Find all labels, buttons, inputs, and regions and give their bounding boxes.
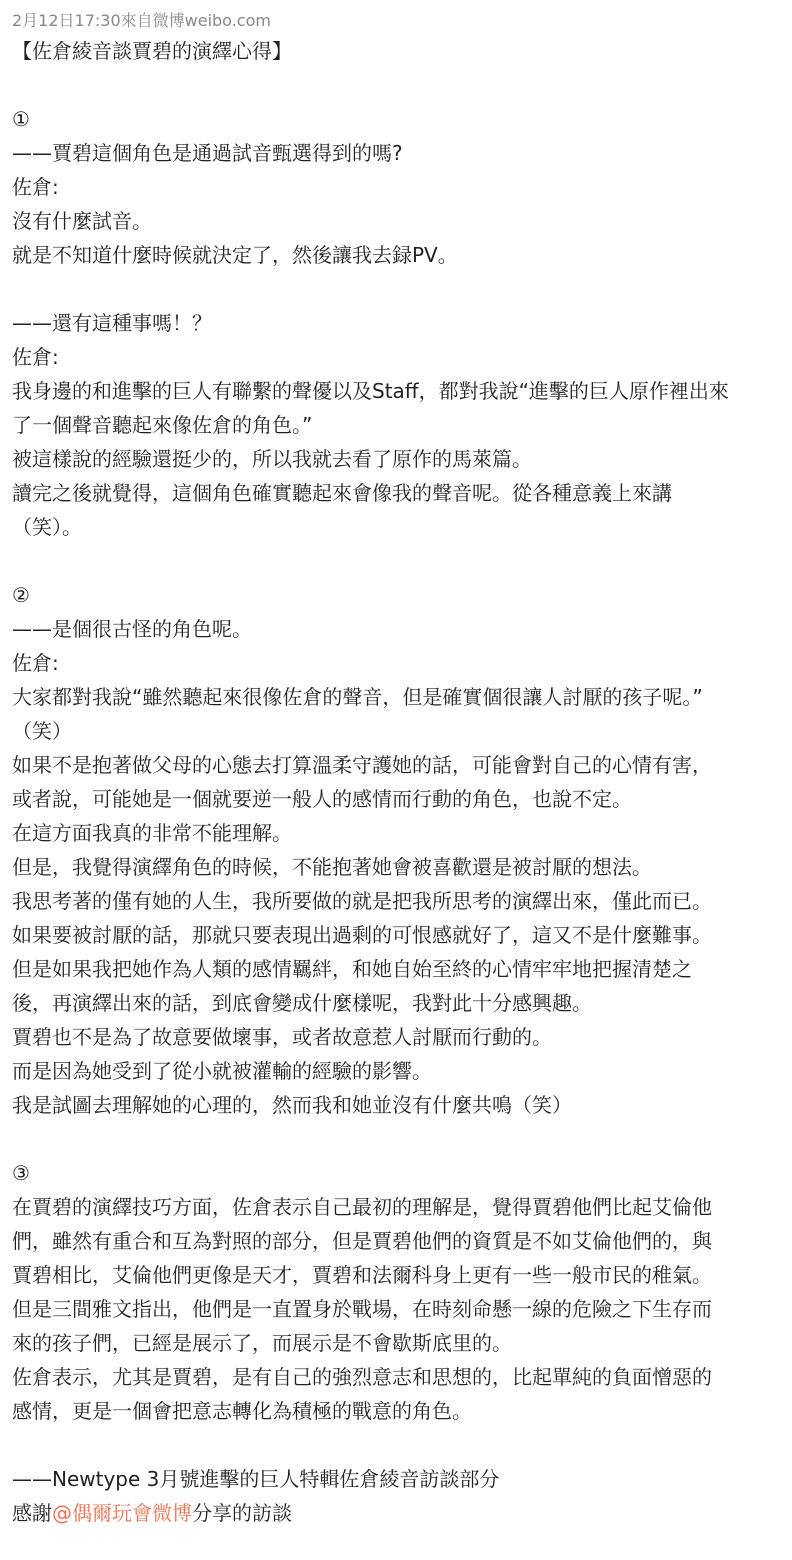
- source-line: ——Newtype 3月號進擊的巨人特輯佐倉綾音訪談部分: [12, 1467, 500, 1491]
- thanks-prefix: 感謝: [12, 1501, 52, 1525]
- blank-line: [12, 544, 780, 578]
- answer-line: 或者說，可能她是一個就要逆一般人的感情而行動的角色，也說不定。: [12, 787, 632, 811]
- answer-line: （笑）: [12, 719, 72, 743]
- answer-line: 沒有什麼試音。: [12, 209, 152, 233]
- answer-line: 後，再演繹出來的話，到底會變成什麼樣呢，我對此十分感興趣。: [12, 991, 592, 1015]
- answer-line: 我思考著的僅有她的人生，我所要做的就是把我所思考的演繹出來，僅此而已。: [12, 889, 712, 913]
- answer-line: （笑）。: [12, 515, 82, 539]
- question-line: ——還有這種事嗎！？: [12, 311, 212, 335]
- answer-line: 但是，我覺得演繹角色的時候，不能抱著她會被喜歡還是被討厭的想法。: [12, 855, 652, 879]
- section-marker-2: ②: [12, 583, 30, 607]
- answer-line: 我身邊的和進擊的巨人有聯繫的聲優以及Staff，都對我說“進擊的巨人原作裡出來: [12, 379, 729, 403]
- answer-line: 大家都對我說“雖然聽起來很像佐倉的聲音，但是確實個很讓人討厭的孩子呢。”: [12, 685, 703, 709]
- answer-line: 被這樣說的經驗還挺少的，所以我就去看了原作的馬萊篇。: [12, 447, 532, 471]
- answer-line: 讀完之後就覺得，這個角色確實聽起來會像我的聲音呢。從各種意義上來講: [12, 481, 672, 505]
- answer-line: 而是因為她受到了從小就被灌輸的經驗的影響。: [12, 1059, 432, 1083]
- speaker-label: 佐倉:: [12, 651, 59, 675]
- question-line: ——是個很古怪的角色呢。: [12, 617, 252, 641]
- body-line: 在賈碧的演繹技巧方面，佐倉表示自己最初的理解是，覺得賈碧他們比起艾倫他: [12, 1195, 712, 1219]
- body-line: 佐倉表示，尤其是賈碧，是有自己的強烈意志和思想的，比起單純的負面憎惡的: [12, 1365, 712, 1389]
- blank-line: [12, 1428, 780, 1462]
- answer-line: 了一個聲音聽起來像佐倉的角色。”: [12, 413, 313, 437]
- answer-line: 就是不知道什麼時候就決定了，然後讓我去録PV。: [12, 243, 458, 267]
- answer-line: 如果要被討厭的話，那就只要表現出過剩的可恨感就好了，這又不是什麼難事。: [12, 923, 712, 947]
- speaker-label: 佐倉:: [12, 175, 59, 199]
- answer-line: 我是試圖去理解她的心理的，然而我和她並沒有什麼共鳴（笑）: [12, 1093, 572, 1117]
- section-marker-3: ③: [12, 1161, 30, 1185]
- answer-line: 如果不是抱著做父母的心態去打算溫柔守護她的話，可能會對自己的心情有害，: [12, 753, 712, 777]
- answer-line: 但是如果我把她作為人類的感情羈絆，和她自始至終的心情牢牢地把握清楚之: [12, 957, 692, 981]
- thanks-line: [12, 1496, 780, 1530]
- answer-line: 在這方面我真的非常不能理解。: [12, 821, 292, 845]
- post-body: [12, 34, 780, 1530]
- user-mention-link[interactable]: @偶爾玩會微博: [52, 1501, 192, 1525]
- body-line: 們，雖然有重合和互為對照的部分，但是賈碧他們的資質是不如艾倫他們的，與: [12, 1229, 712, 1253]
- answer-line: 賈碧也不是為了故意要做壞事，或者故意惹人討厭而行動的。: [12, 1025, 552, 1049]
- thanks-suffix: 分享的訪談: [192, 1501, 292, 1525]
- body-line: 賈碧相比，艾倫他們更像是天才，賈碧和法爾科身上更有一些一般市民的稚氣。: [12, 1263, 712, 1287]
- blank-line: [12, 1122, 780, 1156]
- section-marker-1: ①: [12, 107, 30, 131]
- speaker-label: 佐倉:: [12, 345, 59, 369]
- post-meta: 2月12日17:30來自微博weibo.com: [12, 11, 271, 30]
- body-line: 但是三間雅文指出，他們是一直置身於戰場，在時刻命懸一線的危險之下生存而: [12, 1297, 712, 1321]
- blank-line: [12, 68, 780, 102]
- question-line: ——賈碧這個角色是通過試音甄選得到的嗎?: [12, 141, 403, 165]
- body-line: 感情，更是一個會把意志轉化為積極的戰意的角色。: [12, 1399, 472, 1423]
- body-line: 來的孩子們，已經是展示了，而展示是不會歇斯底里的。: [12, 1331, 512, 1355]
- blank-line: [12, 272, 780, 306]
- post-title: 【佐倉綾音談賈碧的演繹心得】: [12, 39, 292, 63]
